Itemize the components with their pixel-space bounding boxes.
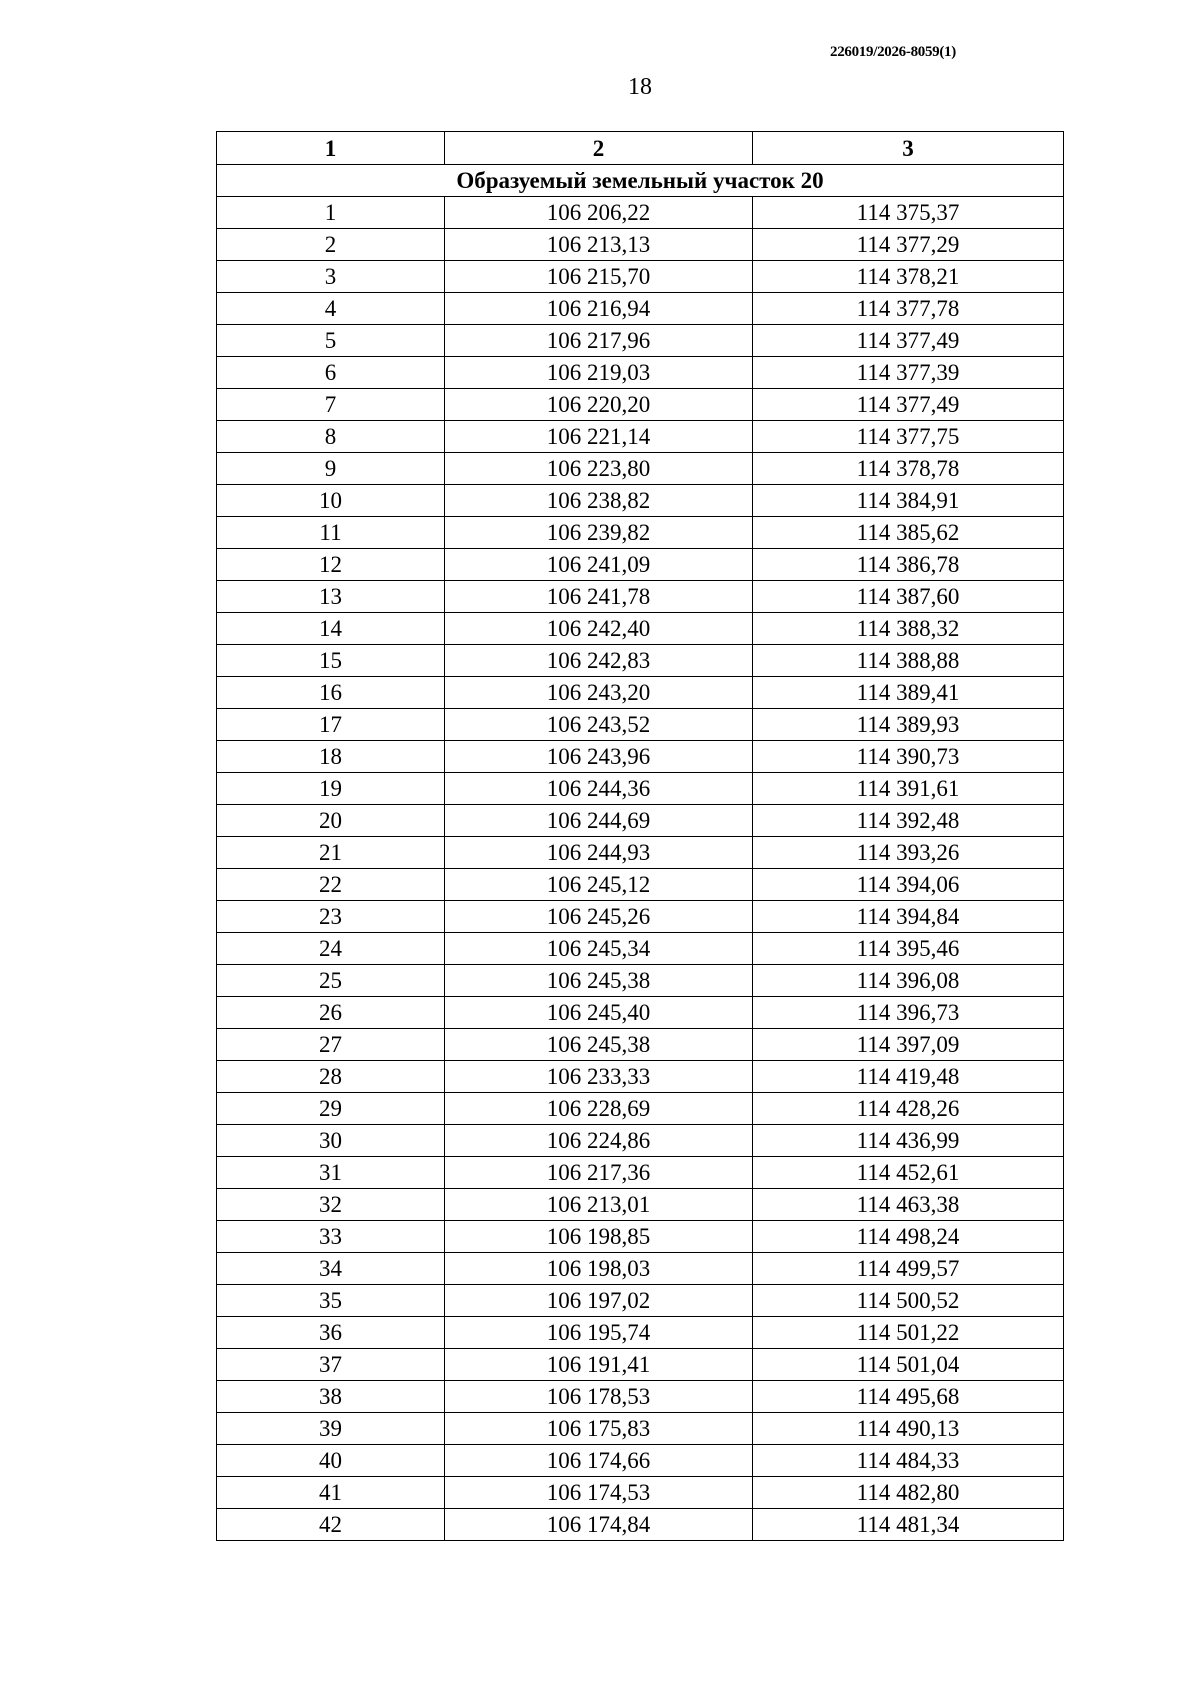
y-coordinate-cell: 114 377,75: [753, 421, 1064, 453]
page-number: 18: [628, 74, 652, 100]
point-number-cell: 19: [217, 773, 445, 805]
table-row: [217, 1061, 1064, 1093]
point-number-cell: 6: [217, 357, 445, 389]
x-coordinate-cell: 106 213,13: [445, 229, 753, 261]
point-number-cell: 37: [217, 1349, 445, 1381]
table-row: [217, 1157, 1064, 1189]
y-coordinate-cell: 114 387,60: [753, 581, 1064, 613]
y-coordinate-cell: 114 396,08: [753, 965, 1064, 997]
y-coordinate-cell: 114 389,41: [753, 677, 1064, 709]
point-number-cell: 22: [217, 869, 445, 901]
point-number-cell: 5: [217, 325, 445, 357]
x-coordinate-cell: 106 191,41: [445, 1349, 753, 1381]
point-number-cell: 11: [217, 517, 445, 549]
table-row: [217, 485, 1064, 517]
table-row: [217, 965, 1064, 997]
point-number-cell: 33: [217, 1221, 445, 1253]
x-coordinate-cell: 106 228,69: [445, 1093, 753, 1125]
point-number-cell: 10: [217, 485, 445, 517]
table-row: [217, 805, 1064, 837]
point-number-cell: 2: [217, 229, 445, 261]
table-row: [217, 357, 1064, 389]
y-coordinate-cell: 114 377,49: [753, 389, 1064, 421]
point-number-cell: 36: [217, 1317, 445, 1349]
x-coordinate-cell: 106 245,26: [445, 901, 753, 933]
y-coordinate-cell: 114 394,84: [753, 901, 1064, 933]
table-row: [217, 1477, 1064, 1509]
section-title-row: [217, 165, 1064, 197]
y-coordinate-cell: 114 390,73: [753, 741, 1064, 773]
point-number-cell: 39: [217, 1413, 445, 1445]
y-coordinate-cell: 114 389,93: [753, 709, 1064, 741]
point-number-cell: 30: [217, 1125, 445, 1157]
y-coordinate-cell: 114 499,57: [753, 1253, 1064, 1285]
column-header-1: 1: [217, 132, 445, 165]
table-row: [217, 1285, 1064, 1317]
x-coordinate-cell: 106 206,22: [445, 197, 753, 229]
x-coordinate-cell: 106 244,69: [445, 805, 753, 837]
y-coordinate-cell: 114 395,46: [753, 933, 1064, 965]
x-coordinate-cell: 106 216,94: [445, 293, 753, 325]
point-number-cell: 28: [217, 1061, 445, 1093]
table-row: [217, 261, 1064, 293]
x-coordinate-cell: 106 221,14: [445, 421, 753, 453]
y-coordinate-cell: 114 377,29: [753, 229, 1064, 261]
table-row: [217, 1189, 1064, 1221]
x-coordinate-cell: 106 217,36: [445, 1157, 753, 1189]
point-number-cell: 26: [217, 997, 445, 1029]
y-coordinate-cell: 114 419,48: [753, 1061, 1064, 1093]
x-coordinate-cell: 106 220,20: [445, 389, 753, 421]
x-coordinate-cell: 106 198,85: [445, 1221, 753, 1253]
x-coordinate-cell: 106 238,82: [445, 485, 753, 517]
y-coordinate-cell: 114 452,61: [753, 1157, 1064, 1189]
x-coordinate-cell: 106 174,84: [445, 1509, 753, 1541]
point-number-cell: 7: [217, 389, 445, 421]
document-code: 226019/2026-8059(1): [830, 44, 956, 60]
table-row: [217, 389, 1064, 421]
table-row: [217, 1253, 1064, 1285]
point-number-cell: 13: [217, 581, 445, 613]
y-coordinate-cell: 114 377,49: [753, 325, 1064, 357]
y-coordinate-cell: 114 463,38: [753, 1189, 1064, 1221]
table-row: [217, 997, 1064, 1029]
y-coordinate-cell: 114 482,80: [753, 1477, 1064, 1509]
x-coordinate-cell: 106 213,01: [445, 1189, 753, 1221]
table-row: [217, 773, 1064, 805]
point-number-cell: 25: [217, 965, 445, 997]
y-coordinate-cell: 114 392,48: [753, 805, 1064, 837]
x-coordinate-cell: 106 243,20: [445, 677, 753, 709]
x-coordinate-cell: 106 245,38: [445, 1029, 753, 1061]
x-coordinate-cell: 106 175,83: [445, 1413, 753, 1445]
table-row: [217, 453, 1064, 485]
y-coordinate-cell: 114 498,24: [753, 1221, 1064, 1253]
x-coordinate-cell: 106 178,53: [445, 1381, 753, 1413]
point-number-cell: 4: [217, 293, 445, 325]
table-row: [217, 1317, 1064, 1349]
table-row: [217, 741, 1064, 773]
point-number-cell: 23: [217, 901, 445, 933]
table-row: [217, 1029, 1064, 1061]
table-row: [217, 1445, 1064, 1477]
y-coordinate-cell: 114 495,68: [753, 1381, 1064, 1413]
x-coordinate-cell: 106 241,78: [445, 581, 753, 613]
table-row: [217, 869, 1064, 901]
table-row: [217, 1509, 1064, 1541]
y-coordinate-cell: 114 393,26: [753, 837, 1064, 869]
point-number-cell: 41: [217, 1477, 445, 1509]
y-coordinate-cell: 114 500,52: [753, 1285, 1064, 1317]
table-body: [217, 165, 1064, 1541]
table-row: [217, 677, 1064, 709]
point-number-cell: 42: [217, 1509, 445, 1541]
y-coordinate-cell: 114 484,33: [753, 1445, 1064, 1477]
point-number-cell: 14: [217, 613, 445, 645]
x-coordinate-cell: 106 174,66: [445, 1445, 753, 1477]
y-coordinate-cell: 114 501,22: [753, 1317, 1064, 1349]
x-coordinate-cell: 106 219,03: [445, 357, 753, 389]
column-header-3: 3: [753, 132, 1064, 165]
x-coordinate-cell: 106 217,96: [445, 325, 753, 357]
point-number-cell: 12: [217, 549, 445, 581]
x-coordinate-cell: 106 197,02: [445, 1285, 753, 1317]
y-coordinate-cell: 114 490,13: [753, 1413, 1064, 1445]
y-coordinate-cell: 114 501,04: [753, 1349, 1064, 1381]
table-row: [217, 933, 1064, 965]
coordinates-table: [216, 131, 1064, 1541]
table-header-row: [217, 132, 1064, 165]
point-number-cell: 35: [217, 1285, 445, 1317]
x-coordinate-cell: 106 245,34: [445, 933, 753, 965]
x-coordinate-cell: 106 245,40: [445, 997, 753, 1029]
y-coordinate-cell: 114 391,61: [753, 773, 1064, 805]
point-number-cell: 3: [217, 261, 445, 293]
point-number-cell: 16: [217, 677, 445, 709]
table-row: [217, 1381, 1064, 1413]
point-number-cell: 18: [217, 741, 445, 773]
table-row: [217, 229, 1064, 261]
table-row: [217, 293, 1064, 325]
x-coordinate-cell: 106 239,82: [445, 517, 753, 549]
point-number-cell: 17: [217, 709, 445, 741]
point-number-cell: 34: [217, 1253, 445, 1285]
point-number-cell: 9: [217, 453, 445, 485]
y-coordinate-cell: 114 385,62: [753, 517, 1064, 549]
x-coordinate-cell: 106 233,33: [445, 1061, 753, 1093]
point-number-cell: 1: [217, 197, 445, 229]
y-coordinate-cell: 114 378,21: [753, 261, 1064, 293]
x-coordinate-cell: 106 224,86: [445, 1125, 753, 1157]
y-coordinate-cell: 114 388,32: [753, 613, 1064, 645]
y-coordinate-cell: 114 375,37: [753, 197, 1064, 229]
x-coordinate-cell: 106 215,70: [445, 261, 753, 293]
table-row: [217, 1221, 1064, 1253]
point-number-cell: 8: [217, 421, 445, 453]
point-number-cell: 15: [217, 645, 445, 677]
y-coordinate-cell: 114 378,78: [753, 453, 1064, 485]
point-number-cell: 20: [217, 805, 445, 837]
point-number-cell: 32: [217, 1189, 445, 1221]
section-title: Образуемый земельный участок 20: [217, 165, 1064, 197]
point-number-cell: 40: [217, 1445, 445, 1477]
x-coordinate-cell: 106 195,74: [445, 1317, 753, 1349]
table-row: [217, 1093, 1064, 1125]
table-row: [217, 1349, 1064, 1381]
x-coordinate-cell: 106 223,80: [445, 453, 753, 485]
table-row: [217, 837, 1064, 869]
x-coordinate-cell: 106 242,40: [445, 613, 753, 645]
table-row: [217, 421, 1064, 453]
x-coordinate-cell: 106 244,93: [445, 837, 753, 869]
y-coordinate-cell: 114 386,78: [753, 549, 1064, 581]
y-coordinate-cell: 114 396,73: [753, 997, 1064, 1029]
x-coordinate-cell: 106 244,36: [445, 773, 753, 805]
table-row: [217, 1413, 1064, 1445]
y-coordinate-cell: 114 377,39: [753, 357, 1064, 389]
table-row: [217, 645, 1064, 677]
point-number-cell: 29: [217, 1093, 445, 1125]
table-row: [217, 325, 1064, 357]
x-coordinate-cell: 106 174,53: [445, 1477, 753, 1509]
y-coordinate-cell: 114 377,78: [753, 293, 1064, 325]
table-row: [217, 709, 1064, 741]
y-coordinate-cell: 114 397,09: [753, 1029, 1064, 1061]
x-coordinate-cell: 106 243,52: [445, 709, 753, 741]
x-coordinate-cell: 106 198,03: [445, 1253, 753, 1285]
y-coordinate-cell: 114 388,88: [753, 645, 1064, 677]
x-coordinate-cell: 106 245,12: [445, 869, 753, 901]
y-coordinate-cell: 114 394,06: [753, 869, 1064, 901]
table-row: [217, 613, 1064, 645]
y-coordinate-cell: 114 428,26: [753, 1093, 1064, 1125]
y-coordinate-cell: 114 436,99: [753, 1125, 1064, 1157]
point-number-cell: 27: [217, 1029, 445, 1061]
table-row: [217, 197, 1064, 229]
table-row: [217, 517, 1064, 549]
point-number-cell: 24: [217, 933, 445, 965]
point-number-cell: 38: [217, 1381, 445, 1413]
y-coordinate-cell: 114 481,34: [753, 1509, 1064, 1541]
table-row: [217, 1125, 1064, 1157]
x-coordinate-cell: 106 245,38: [445, 965, 753, 997]
x-coordinate-cell: 106 241,09: [445, 549, 753, 581]
x-coordinate-cell: 106 243,96: [445, 741, 753, 773]
table-row: [217, 581, 1064, 613]
table-row: [217, 901, 1064, 933]
table-row: [217, 549, 1064, 581]
y-coordinate-cell: 114 384,91: [753, 485, 1064, 517]
point-number-cell: 31: [217, 1157, 445, 1189]
column-header-2: 2: [445, 132, 753, 165]
x-coordinate-cell: 106 242,83: [445, 645, 753, 677]
point-number-cell: 21: [217, 837, 445, 869]
